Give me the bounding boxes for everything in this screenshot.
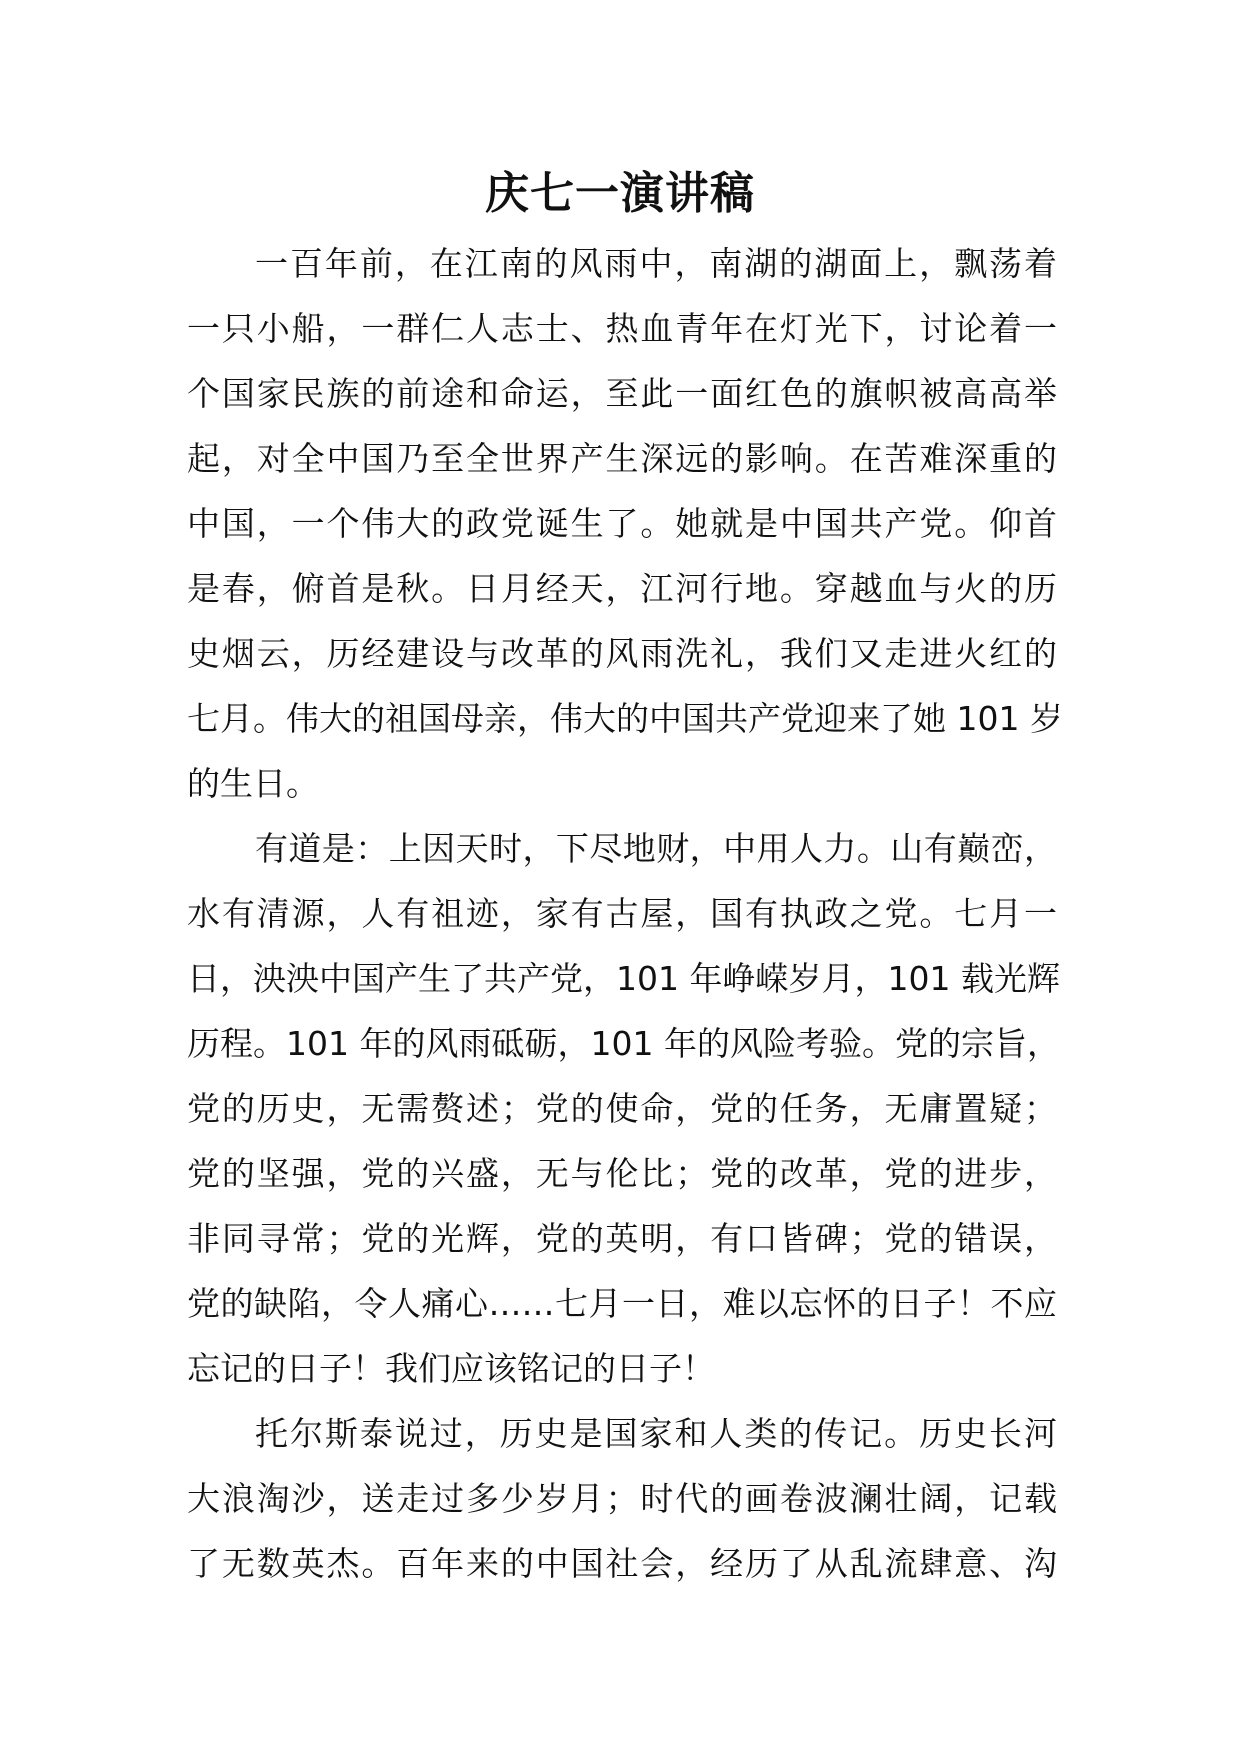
paragraph-2-line-9: 忘记的日子！我们应该铭记的日子！ <box>187 1349 715 1388</box>
paragraph-1-line-7: 史烟云，历经建设与改革的风雨洗礼，我们又走进火红的 <box>187 634 1057 673</box>
paragraph-1-line-6: 是春，俯首是秋。日月经天，江河行地。穿越血与火的历 <box>187 569 1057 608</box>
document-body <box>187 231 1063 1596</box>
paragraph-3-line-3: 了无数英杰。百年来的中国社会，经历了从乱流肆意、沟 <box>187 1544 1057 1583</box>
paragraph-3-line-2: 大浪淘沙，送走过多少岁月；时代的画卷波澜壮阔，记载 <box>187 1479 1057 1518</box>
paragraph-2-line-6: 党的坚强，党的兴盛，无与伦比；党的改革，党的进步， <box>187 1154 1057 1193</box>
paragraph-2-line-3: 日，泱泱中国产生了共产党，101 年峥嵘岁月，101 载光辉 <box>187 959 1060 998</box>
paragraph-1-line-2: 一只小船，一群仁人志士、热血青年在灯光下，讨论着一 <box>187 309 1057 348</box>
paragraph-1-line-5: 中国，一个伟大的政党诞生了。她就是中国共产党。仰首 <box>187 504 1057 543</box>
paragraph-1-line-9: 的生日。 <box>187 764 319 803</box>
paragraph-2-line-8: 党的缺陷，令人痛心……七月一日，难以忘怀的日子！不应 <box>187 1284 1057 1323</box>
document-title: 庆七一演讲稿 <box>485 168 755 219</box>
paragraph-3-line-1: 托尔斯泰说过，历史是国家和人类的传记。历史长河 <box>255 1414 1057 1453</box>
paragraph-2-line-4: 历程。101 年的风雨砥砺，101 年的风险考验。党的宗旨， <box>187 1024 1060 1063</box>
paragraph-2-line-5: 党的历史，无需赘述；党的使命，党的任务，无庸置疑； <box>187 1089 1057 1128</box>
paragraph-1-line-3: 个国家民族的前途和命运，至此一面红色的旗帜被高高举 <box>187 374 1057 413</box>
paragraph-2-line-1: 有道是：上因天时，下尽地财，中用人力。山有巅峦， <box>255 829 1057 868</box>
paragraph-1-line-4: 起，对全中国乃至全世界产生深远的影响。在苦难深重的 <box>187 439 1057 478</box>
paragraph-2-line-2: 水有清源，人有祖迹，家有古屋，国有执政之党。七月一 <box>187 894 1057 933</box>
paragraph-1-line-1: 一百年前，在江南的风雨中，南湖的湖面上，飘荡着 <box>255 244 1057 283</box>
paragraph-2-line-7: 非同寻常；党的光辉，党的英明，有口皆碑；党的错误， <box>187 1219 1057 1258</box>
paragraph-1-line-8: 七月。伟大的祖国母亲，伟大的中国共产党迎来了她 101 岁 <box>187 699 1063 738</box>
